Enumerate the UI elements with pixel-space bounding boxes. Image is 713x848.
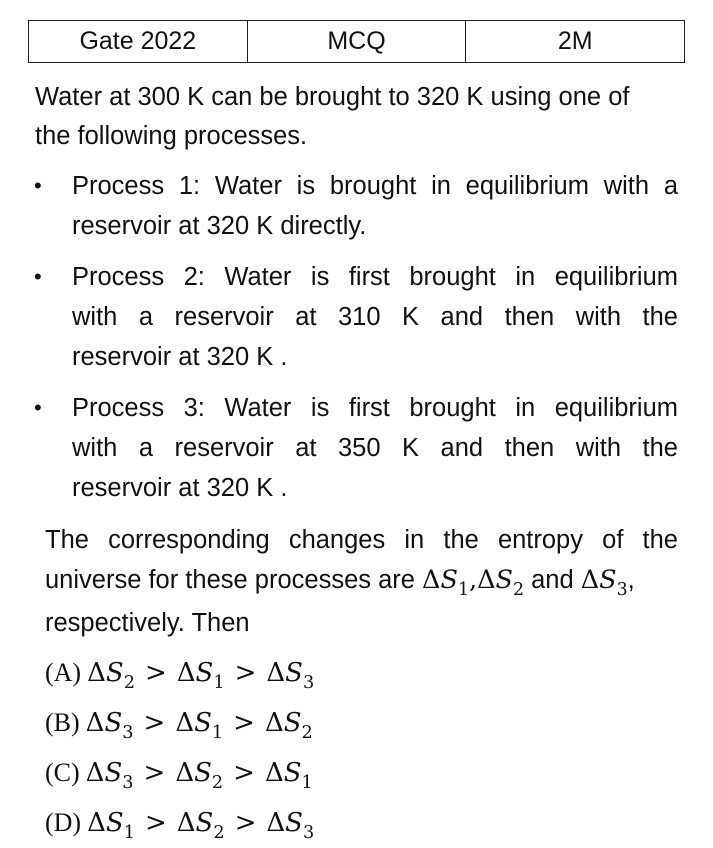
delta-s1: $\Delta S_1$ <box>422 565 469 600</box>
exam-cell: Gate 2022 <box>29 21 248 62</box>
bullet-icon: • <box>34 395 42 420</box>
process-2 <box>72 257 678 377</box>
bullet-icon: • <box>34 264 42 289</box>
intro-line-1: Water at 300 K can be brought to 320 K using one of <box>35 83 630 111</box>
process-3 <box>72 388 678 508</box>
process-3-line-2: with a reservoir at 350 K and then with the <box>72 434 678 462</box>
process-3-line-3: reservoir at 320 K . <box>72 474 288 502</box>
delta-s2: $\Delta S_2$ <box>477 565 525 600</box>
question-line-3: respectively. Then <box>45 609 250 637</box>
process-1-line-2: reservoir at 320 K directly. <box>72 212 367 240</box>
process-3-line-1: Process 3: Water is first brought in equilibrium <box>72 394 678 422</box>
process-2-line-1: Process 2: Water is first brought in equilibrium <box>72 263 678 291</box>
intro-line-2: the following processes. <box>35 122 308 150</box>
option-d-label: (D) <box>45 808 82 837</box>
option-b-label: (B) <box>45 708 80 737</box>
process-1 <box>72 166 678 246</box>
comma: , <box>468 565 478 595</box>
marks-cell: 2M <box>557 27 593 55</box>
option-c-label: (C) <box>45 758 80 787</box>
delta-s3: $\Delta S_3$ <box>580 565 628 600</box>
option-a-label: (A) <box>45 658 82 687</box>
trailing-comma: , <box>627 566 635 594</box>
bullet-icon: • <box>34 173 42 198</box>
process-2-line-3: reservoir at 320 K . <box>72 343 288 371</box>
question-line-2-text: universe for these processes are <box>45 566 423 594</box>
process-1-line-1: Process 1: Water is brought in equilibrium with a <box>72 172 678 200</box>
question-type-cell: MCQ <box>248 21 467 62</box>
intro-paragraph <box>35 78 685 156</box>
header-table <box>28 20 685 63</box>
option-b[interactable]: (B) $\Delta S_3 > \Delta S_1 > \Delta S_2$ <box>45 708 313 743</box>
process-2-line-2: with a reservoir at 310 K and then with the <box>72 303 678 331</box>
option-a[interactable]: (A) $\Delta S_2 > \Delta S_1 > \Delta S_3$ <box>45 658 315 693</box>
question-line-1: The corresponding changes in the entropy of the <box>45 526 678 554</box>
and-text: and <box>524 566 581 594</box>
question-line-2 <box>45 560 678 603</box>
option-c[interactable]: (C) $\Delta S_3 > \Delta S_2 > \Delta S_1$ <box>45 758 313 793</box>
option-d[interactable]: (D) $\Delta S_1 > \Delta S_2 > \Delta S_3$ <box>45 808 315 843</box>
question-paragraph <box>45 520 678 643</box>
